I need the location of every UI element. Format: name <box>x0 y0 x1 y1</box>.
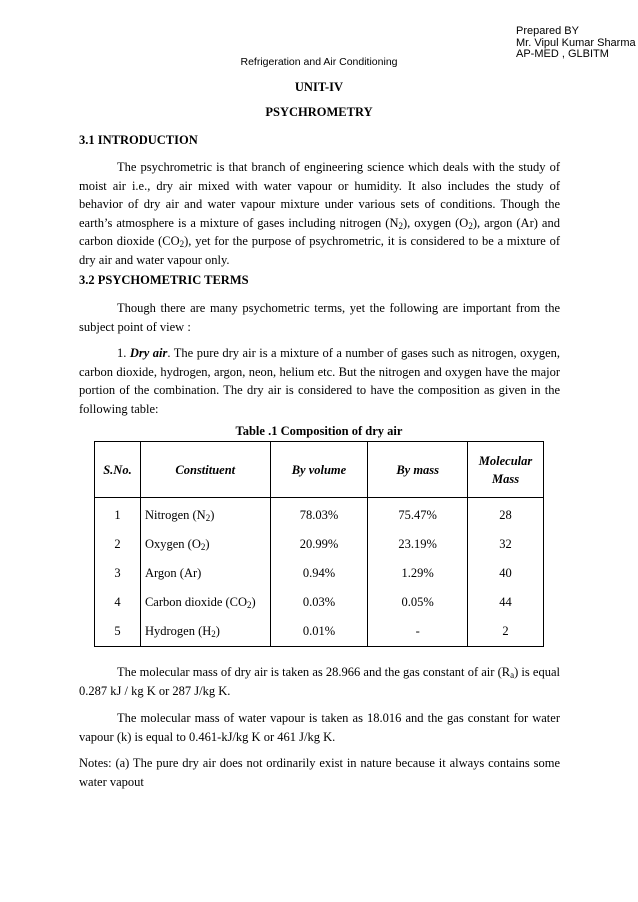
cell-sno: 5 <box>95 617 141 647</box>
cell-constituent <box>140 617 270 647</box>
header-by-volume: By volume <box>270 442 368 498</box>
table-row <box>95 530 544 559</box>
constituent-subscript: 2 <box>211 629 216 639</box>
intro-text-3: ), argon (Ar) and carbon dioxide (CO <box>79 215 560 249</box>
constituent-close: ) <box>215 624 220 638</box>
cell-molecular-mass: 28 <box>468 498 544 531</box>
cell-molecular-mass: 44 <box>468 588 544 617</box>
constituent-subscript: 2 <box>205 513 211 523</box>
composition-table <box>94 441 544 647</box>
cell-by-mass: 1.29% <box>368 559 468 588</box>
intro-sub-co2: 2 <box>179 239 185 250</box>
constituent-name: Hydrogen (H <box>144 624 212 638</box>
cell-by-volume: 0.03% <box>270 588 368 617</box>
table-caption: Table .1 Composition of dry air <box>235 424 403 438</box>
dry-air-term: Dry air <box>129 346 168 360</box>
introduction-paragraph <box>79 158 560 270</box>
cell-by-mass: 0.05% <box>368 588 468 617</box>
author-credit-line-2: Mr. Vipul Kumar Sharma <box>516 36 636 49</box>
table-row <box>95 617 544 647</box>
cell-by-volume: 78.03% <box>270 498 368 531</box>
molecular-mass-water-paragraph: The molecular mass of water vapour is taken as 18.016 and the gas constant for water vapour (k) is equal to 0.461-kJ/kg K or 461 J/kg K. <box>79 711 560 744</box>
air-text-2: ) is equal 0.287 kJ / kg K or 287 J/kg K. <box>79 665 560 698</box>
air-text-1: The molecular mass of dry air is taken as 28.966 and the gas constant of air (R <box>117 665 511 679</box>
constituent-close: ) <box>210 508 215 522</box>
intro-text-2: ), oxygen (O <box>402 215 469 230</box>
header-constituent: Constituent <box>140 442 270 498</box>
constituent-close: ) <box>251 595 256 609</box>
constituent-close: ) <box>205 537 210 551</box>
table-row <box>95 498 544 531</box>
author-credit-line-1: Prepared BY <box>516 25 579 37</box>
unit-heading: UNIT-IV <box>294 80 344 94</box>
cell-by-volume: 0.94% <box>270 559 368 588</box>
dry-air-text: . The pure dry air is a mixture of a number of gases such as nitrogen, oxygen, carbon dioxide, hydrogen, argon, neon, helium etc. But the nitrogen and oxygen have the major portion of the combination. The dry air is considered to have the composition as given in the following table: <box>79 346 560 416</box>
cell-constituent <box>140 559 270 588</box>
constituent-name: Argon (Ar) <box>144 566 202 580</box>
constituent-name: Carbon dioxide (CO <box>144 595 248 609</box>
cell-constituent <box>140 588 270 617</box>
header-by-mass: By mass <box>368 442 468 498</box>
author-credit-line-3: AP-MED , GLBITM <box>516 48 609 60</box>
molecular-mass-air-paragraph <box>79 663 560 700</box>
cell-sno: 2 <box>95 530 141 559</box>
section-heading-psychometric-terms: 3.2 PSYCHOMETRIC TERMS <box>79 273 249 287</box>
cell-sno: 1 <box>95 498 141 531</box>
cell-by-mass: - <box>368 617 468 647</box>
constituent-name: Oxygen (O <box>144 537 201 551</box>
course-title: Refrigeration and Air Conditioning <box>240 56 398 68</box>
constituent-name: Nitrogen (N <box>144 508 206 522</box>
cell-constituent <box>140 530 270 559</box>
cell-by-volume: 20.99% <box>270 530 368 559</box>
constituent-subscript: 2 <box>200 542 206 552</box>
intro-text-1: The psychrometric is that branch of engineering science which deals with the study of moist air i.e., dry air mixed with water vapour or humidity. It also includes the study of behavior of dry air and water vapour mixture under various sets of conditions. Though the earth’s atmosphere is a mixture of gases including nitrogen (N <box>79 160 560 230</box>
cell-sno: 3 <box>95 559 141 588</box>
topic-heading: PSYCHROMETRY <box>265 105 373 119</box>
cell-by-mass: 23.19% <box>368 530 468 559</box>
notes-paragraph: Notes: (a) The pure dry air does not ordinarily exist in nature because it always contains some water vapout <box>79 756 560 789</box>
intro-text-4: ), yet for the purpose of psychrometric, it is considered to be a mixture of dry air and water vapour only. <box>79 234 561 267</box>
header-sno: S.No. <box>95 442 141 498</box>
table-row <box>95 588 544 617</box>
header-molecular-mass: Molecular Mass <box>468 442 544 498</box>
table-row <box>95 559 544 588</box>
air-sub-a: a <box>510 670 515 680</box>
cell-molecular-mass: 40 <box>468 559 544 588</box>
cell-constituent <box>140 498 270 531</box>
cell-by-mass: 75.47% <box>368 498 468 531</box>
cell-molecular-mass: 2 <box>468 617 544 647</box>
table-header-row <box>95 442 544 498</box>
dry-air-paragraph <box>79 344 560 418</box>
section-heading-introduction: 3.1 INTRODUCTION <box>79 133 198 147</box>
terms-paragraph: Though there are many psychometric terms, yet the following are important from the subject point of view : <box>79 301 560 334</box>
dry-air-item-number: 1. <box>117 346 127 360</box>
intro-sub-n2: 2 <box>398 220 403 231</box>
cell-molecular-mass: 32 <box>468 530 544 559</box>
cell-by-volume: 0.01% <box>270 617 368 647</box>
cell-sno: 4 <box>95 588 141 617</box>
constituent-subscript: 2 <box>247 600 252 610</box>
intro-sub-o2: 2 <box>468 220 473 231</box>
